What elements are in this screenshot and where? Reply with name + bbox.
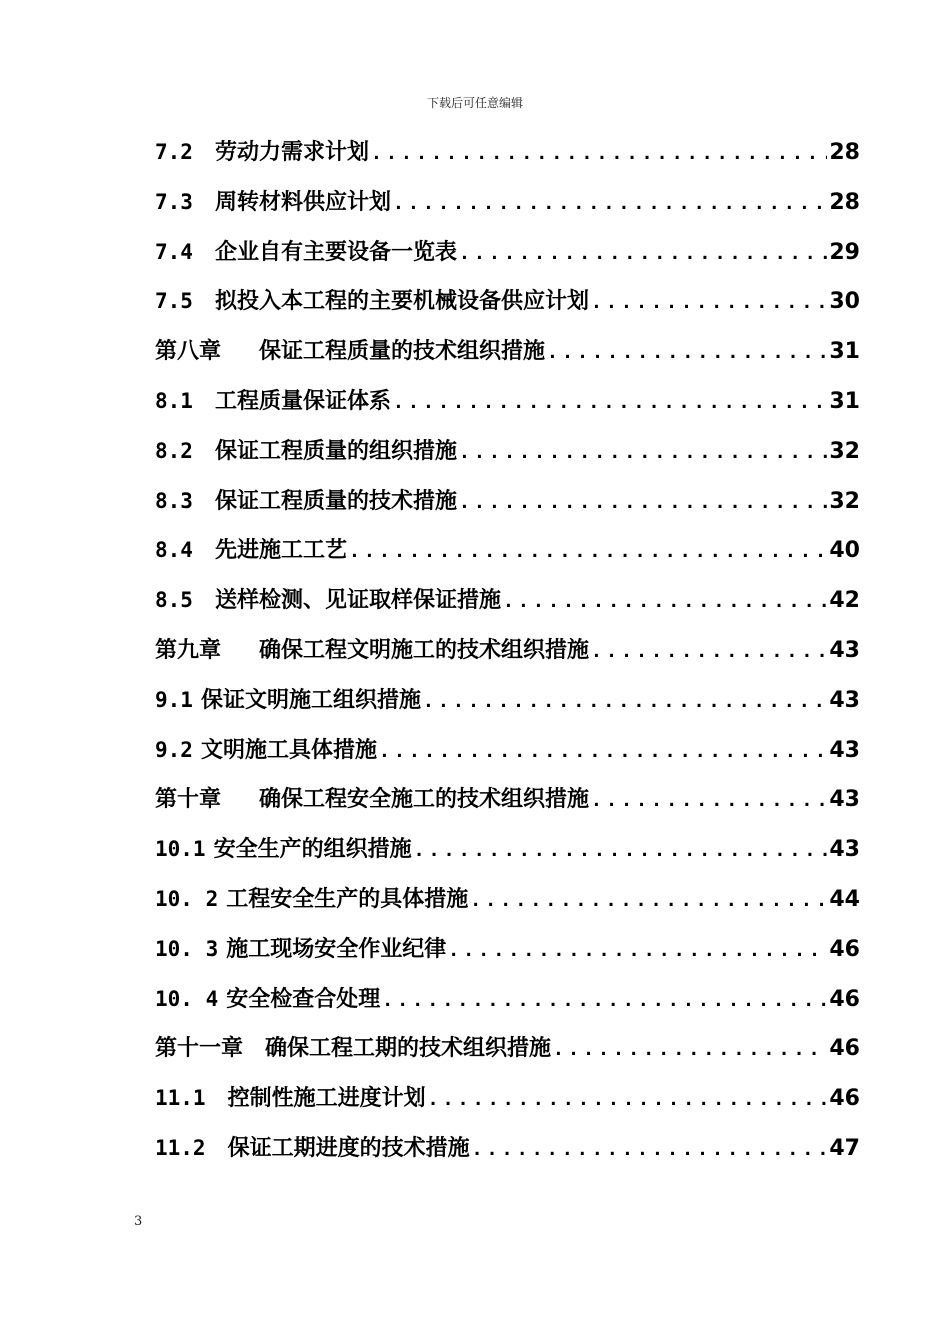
toc-entry-page: 40 xyxy=(829,538,860,564)
toc-dot-leader xyxy=(470,876,827,926)
toc-entry-number: 第十章 xyxy=(155,787,222,813)
toc-entry[interactable] xyxy=(155,576,860,626)
toc-dot-leader xyxy=(428,1075,828,1125)
toc-dot-leader xyxy=(547,328,827,378)
toc-entry-title: 工程质量保证体系 xyxy=(214,388,391,414)
toc-entry-title: 拟投入本工程的主要机械设备供应计划 xyxy=(214,289,589,315)
table-of-contents xyxy=(155,128,860,1174)
toc-entry-number: 第十一章 xyxy=(155,1036,244,1062)
toc-entry-page: 29 xyxy=(829,239,860,265)
toc-entry-page: 43 xyxy=(829,737,860,763)
toc-entry-number: 11.1 xyxy=(155,1086,206,1111)
toc-dot-leader xyxy=(459,478,827,528)
toc-dot-leader xyxy=(393,179,827,229)
toc-entry-number: 10.1 xyxy=(155,837,206,862)
toc-entry-number: 9.2 xyxy=(155,737,193,762)
toc-entry-page: 46 xyxy=(829,1036,860,1062)
toc-entry[interactable] xyxy=(155,676,860,726)
toc-entry[interactable] xyxy=(155,825,860,875)
toc-entry-title: 保证工程质量的技术措施 xyxy=(214,488,457,514)
toc-dot-leader xyxy=(448,926,827,976)
toc-entry[interactable] xyxy=(155,526,860,576)
toc-entry-title: 文明施工具体措施 xyxy=(200,737,377,763)
toc-entry[interactable] xyxy=(155,975,860,1025)
toc-entry-number: 8.5 xyxy=(155,588,193,613)
toc-entry-title: 确保工程工期的技术组织措施 xyxy=(265,1036,552,1062)
toc-entry[interactable] xyxy=(155,775,860,825)
toc-entry-number: 第八章 xyxy=(155,339,222,365)
toc-entry-page: 32 xyxy=(829,488,860,514)
toc-entry-title: 保证工期进度的技术措施 xyxy=(227,1135,470,1161)
toc-entry-title: 劳动力需求计划 xyxy=(214,140,369,165)
toc-entry-number: 第九章 xyxy=(155,637,222,663)
toc-dot-leader xyxy=(414,826,828,876)
toc-entry-number: 7.3 xyxy=(155,189,193,214)
toc-entry-page: 30 xyxy=(829,289,860,315)
toc-entry-title: 施工现场安全作业纪律 xyxy=(226,936,447,962)
toc-entry-page: 28 xyxy=(829,140,860,165)
toc-entry-number: 7.4 xyxy=(155,239,193,264)
toc-dot-leader xyxy=(393,378,827,428)
toc-entry-number: 11.2 xyxy=(155,1135,206,1160)
toc-dot-leader xyxy=(591,278,827,328)
toc-entry-page: 44 xyxy=(829,886,860,912)
toc-entry-title: 周转材料供应计划 xyxy=(214,189,391,215)
toc-entry[interactable] xyxy=(155,477,860,527)
toc-entry-title: 工程安全生产的具体措施 xyxy=(226,886,469,912)
toc-entry[interactable] xyxy=(155,726,860,776)
toc-entry-title: 安全生产的组织措施 xyxy=(213,837,412,863)
toc-entry-title: 确保工程安全施工的技术组织措施 xyxy=(259,787,590,813)
toc-entry-title: 企业自有主要设备一览表 xyxy=(214,239,457,265)
toc-entry-page: 46 xyxy=(829,986,860,1012)
toc-entry-page: 32 xyxy=(829,438,860,464)
toc-entry-title: 安全检查合处理 xyxy=(226,986,381,1012)
toc-entry-page: 42 xyxy=(829,588,860,614)
toc-entry[interactable] xyxy=(155,1074,860,1124)
toc-entry-number: 8.3 xyxy=(155,488,193,513)
toc-dot-leader xyxy=(472,1125,828,1175)
toc-dot-leader xyxy=(423,677,827,727)
toc-dot-leader xyxy=(553,1025,827,1075)
toc-entry-number: 10. 2 xyxy=(155,886,219,911)
toc-entry-number: 10. 3 xyxy=(155,936,219,961)
toc-entry-page: 46 xyxy=(829,1086,860,1112)
toc-dot-leader xyxy=(379,727,827,777)
toc-entry[interactable] xyxy=(155,1024,860,1074)
toc-entry[interactable] xyxy=(155,1124,860,1174)
toc-dot-leader xyxy=(503,577,827,627)
toc-entry[interactable] xyxy=(155,277,860,327)
toc-entry-title: 控制性施工进度计划 xyxy=(227,1086,426,1112)
toc-entry[interactable] xyxy=(155,875,860,925)
page-number: 3 xyxy=(134,1214,143,1229)
toc-dot-leader xyxy=(459,229,827,279)
toc-entry-page: 47 xyxy=(829,1135,860,1161)
toc-entry-page: 43 xyxy=(829,787,860,813)
toc-entry[interactable] xyxy=(155,427,860,477)
toc-entry-number: 10. 4 xyxy=(155,986,219,1011)
toc-entry[interactable] xyxy=(155,178,860,228)
toc-entry-title: 保证工程质量的技术组织措施 xyxy=(259,339,546,365)
toc-dot-leader xyxy=(591,776,827,826)
toc-entry[interactable] xyxy=(155,925,860,975)
toc-entry[interactable] xyxy=(155,327,860,377)
toc-entry-page: 43 xyxy=(829,687,860,713)
toc-entry-title: 保证文明施工组织措施 xyxy=(200,687,421,713)
toc-entry-number: 9.1 xyxy=(155,687,193,712)
toc-entry-number: 8.2 xyxy=(155,438,193,463)
toc-entry-page: 31 xyxy=(829,339,860,365)
toc-entry-number: 8.4 xyxy=(155,538,193,563)
page-header-note: 下载后可任意编辑 xyxy=(426,96,523,110)
toc-entry-title: 保证工程质量的组织措施 xyxy=(214,438,457,464)
toc-entry-title: 确保工程文明施工的技术组织措施 xyxy=(259,637,590,663)
toc-entry-number: 7.5 xyxy=(155,289,193,314)
toc-entry-title: 送样检测、见证取样保证措施 xyxy=(214,588,501,614)
toc-entry[interactable] xyxy=(155,228,860,278)
toc-entry[interactable] xyxy=(155,626,860,676)
toc-entry-page: 28 xyxy=(829,189,860,215)
toc-entry[interactable] xyxy=(155,377,860,427)
toc-entry[interactable] xyxy=(155,128,860,178)
toc-dot-leader xyxy=(349,527,827,577)
toc-entry-number: 7.2 xyxy=(155,140,193,164)
toc-dot-leader xyxy=(382,976,827,1026)
toc-dot-leader xyxy=(459,428,827,478)
toc-entry-page: 43 xyxy=(829,837,860,863)
toc-entry-page: 43 xyxy=(829,637,860,663)
toc-dot-leader xyxy=(371,129,827,179)
toc-entry-page: 31 xyxy=(829,388,860,414)
toc-entry-number: 8.1 xyxy=(155,388,193,413)
toc-dot-leader xyxy=(591,627,827,677)
toc-entry-page: 46 xyxy=(829,936,860,962)
toc-entry-title: 先进施工工艺 xyxy=(214,538,347,564)
